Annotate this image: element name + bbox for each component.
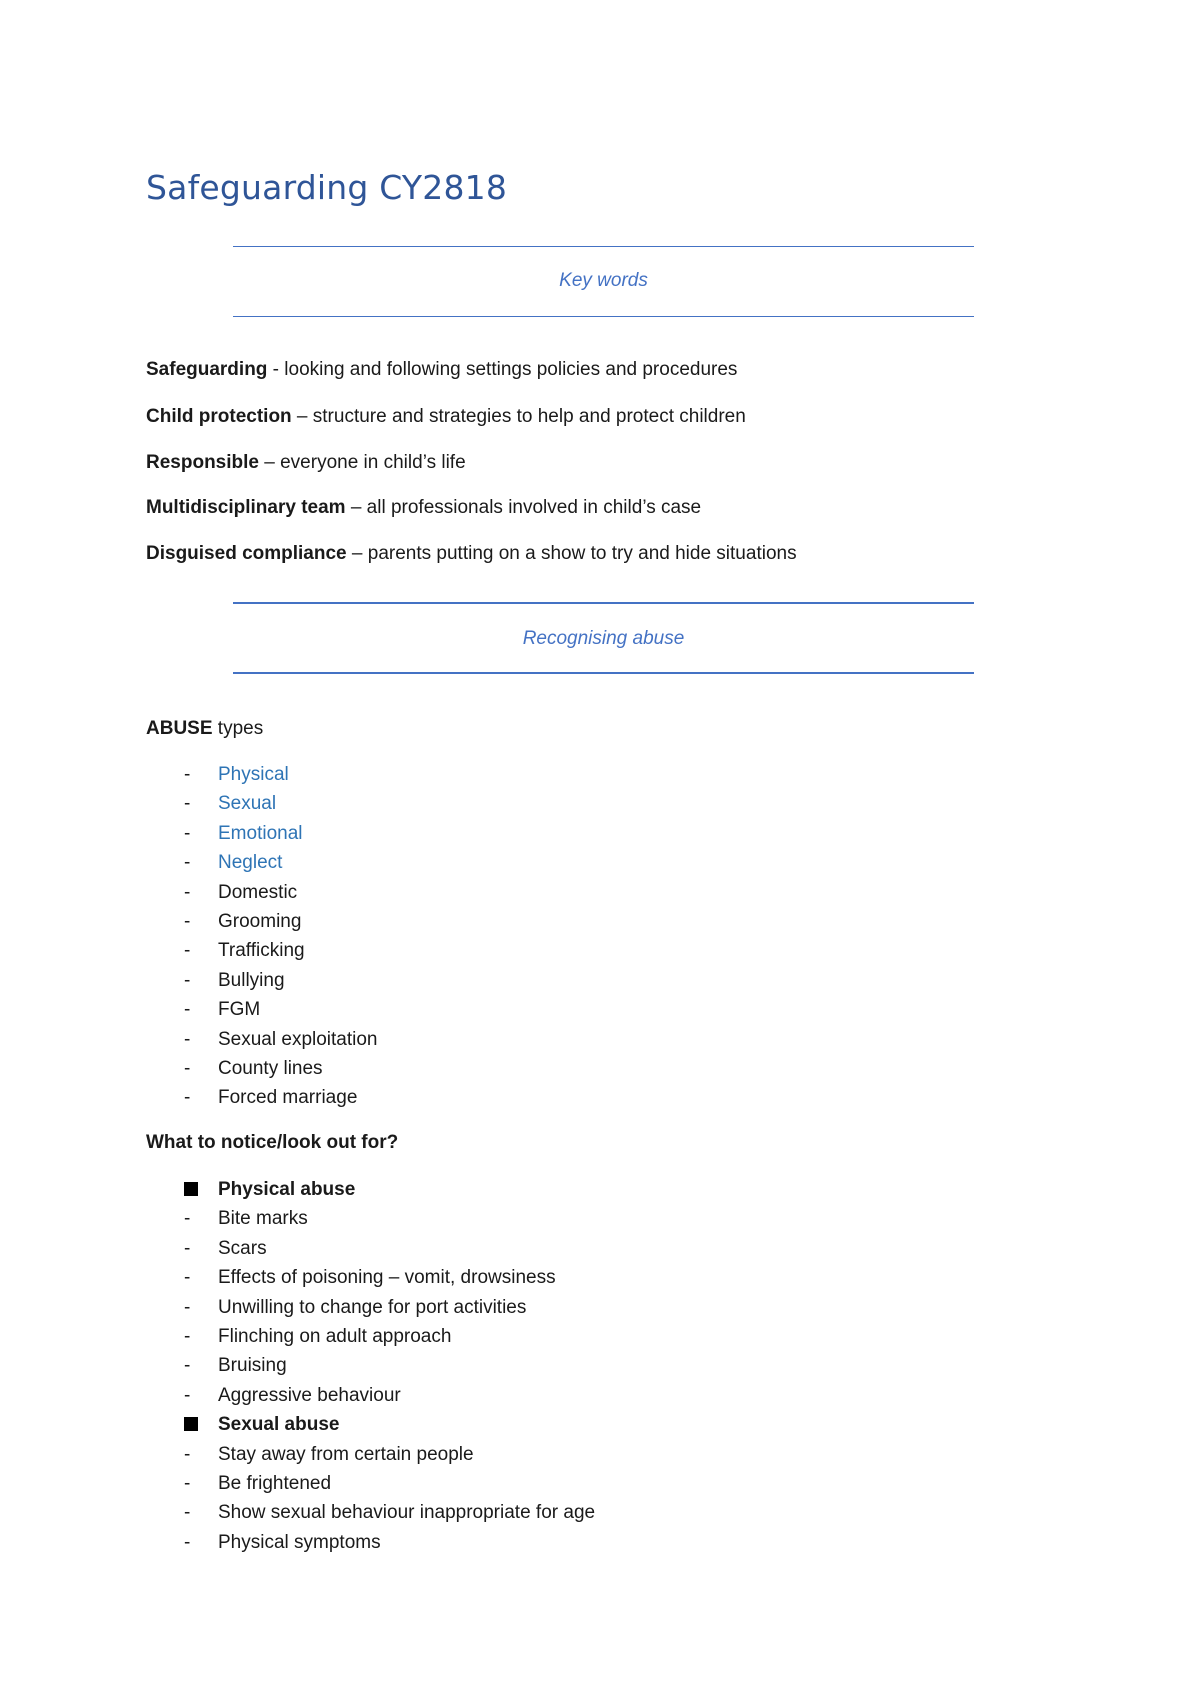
list-item-text: Sexual [218,793,277,815]
list-item [184,1204,595,1233]
list-item-text: Emotional [218,822,303,844]
list-item [184,760,378,789]
dash-bullet: - [184,1267,191,1289]
list-item [184,1381,595,1410]
key-word-entry [146,543,797,565]
dash-bullet: - [184,822,191,844]
dash-bullet: - [184,1355,191,1377]
abuse-types-list [184,760,378,1113]
list-item [184,878,378,907]
list-group-heading-text: Physical abuse [218,1179,356,1200]
key-word-definition: all professionals involved in child’s case [366,497,702,518]
section-heading-recognising-abuse: Recognising abuse [233,602,974,674]
list-item-text: Unwilling to change for port activities [218,1296,527,1318]
notice-list [184,1175,595,1557]
abuse-types-heading-rest: types [212,718,264,739]
list-item [184,1263,595,1292]
list-item [184,1025,378,1054]
list-item-text: Bullying [218,969,285,991]
key-word-entry [146,452,466,474]
list-item-text: FGM [218,999,261,1021]
document-title: Safeguarding CY2818 [146,168,508,207]
dash-bullet: - [184,1325,191,1347]
dash-bullet: - [184,1443,191,1465]
abuse-types-heading [146,718,263,740]
notice-heading: What to notice/look out for? [146,1132,399,1153]
list-item [184,1083,378,1112]
list-item-text: Bite marks [218,1208,308,1230]
list-item [184,1054,378,1083]
abuse-types-heading-bold: ABUSE [146,718,213,739]
key-word-entry [146,497,701,519]
dash-bullet: - [184,1384,191,1406]
dash-bullet: - [184,1057,191,1079]
list-item [184,1351,595,1380]
list-item-text: Stay away from certain people [218,1443,474,1465]
dash-bullet: - [184,910,191,932]
dash-bullet: - [184,1296,191,1318]
list-item-text: Aggressive behaviour [218,1384,401,1406]
dash-bullet: - [184,1208,191,1230]
key-word-definition: structure and strategies to help and protect children [312,406,746,427]
list-item [184,1469,595,1498]
dash-bullet: - [184,1502,191,1524]
list-item [184,789,378,818]
section-heading-key-words: Key words [233,246,974,317]
list-group-heading [184,1175,595,1204]
list-item-text: Forced marriage [218,1087,358,1109]
list-item [184,1322,595,1351]
list-item-text: Domestic [218,881,298,903]
list-item-text: Neglect [218,852,283,874]
list-item-text: Sexual exploitation [218,1028,378,1050]
dash-bullet: - [184,969,191,991]
list-item-text: Physical symptoms [218,1531,381,1553]
list-group-heading [184,1410,595,1439]
key-word-term: Child protection [146,406,292,427]
list-item-text: Show sexual behaviour inappropriate for age [218,1502,596,1524]
key-word-definition: everyone in child’s life [280,452,466,473]
square-bullet-icon [184,1417,198,1431]
key-word-entry [146,406,746,428]
key-word-term: Disguised compliance [146,543,347,564]
list-item [184,1498,595,1527]
dash-bullet: - [184,1028,191,1050]
list-item [184,819,378,848]
list-item [184,1234,595,1263]
square-bullet-icon [184,1182,198,1196]
dash-bullet: - [184,881,191,903]
key-word-definition: looking and following settings policies and procedures [284,359,738,380]
dash-bullet: - [184,999,191,1021]
list-item [184,936,378,965]
list-item [184,1440,595,1469]
list-group-heading-text: Sexual abuse [218,1414,340,1436]
dash-bullet: - [184,1472,191,1494]
key-word-separator: – [258,452,281,473]
dash-bullet: - [184,1087,191,1109]
dash-bullet: - [184,1237,191,1259]
key-word-term: Safeguarding [146,359,268,380]
list-item-text: Grooming [218,910,302,932]
dash-bullet: - [184,764,191,785]
key-word-separator: – [345,497,367,518]
list-item [184,966,378,995]
key-word-entry [146,359,737,381]
list-item [184,1528,595,1557]
key-word-term: Responsible [146,452,259,473]
list-item-text: Bruising [218,1355,287,1377]
list-item [184,995,378,1024]
key-word-definition: parents putting on a show to try and hide situations [367,543,797,564]
list-item-text: Effects of poisoning – vomit, drowsiness [218,1267,556,1289]
list-item-text: County lines [218,1057,323,1079]
list-item-text: Scars [218,1237,267,1259]
key-word-separator: – [291,406,313,427]
list-item [184,848,378,877]
list-item-text: Trafficking [218,940,305,962]
key-word-separator: - [267,359,285,380]
dash-bullet: - [184,852,191,874]
key-word-term: Multidisciplinary team [146,497,346,518]
key-word-separator: – [346,543,368,564]
list-item-text: Be frightened [218,1472,332,1494]
list-item [184,1293,595,1322]
dash-bullet: - [184,1531,191,1553]
list-item-text: Physical [218,764,289,785]
list-item-text: Flinching on adult approach [218,1325,452,1347]
dash-bullet: - [184,793,191,815]
dash-bullet: - [184,940,191,962]
list-item [184,907,378,936]
